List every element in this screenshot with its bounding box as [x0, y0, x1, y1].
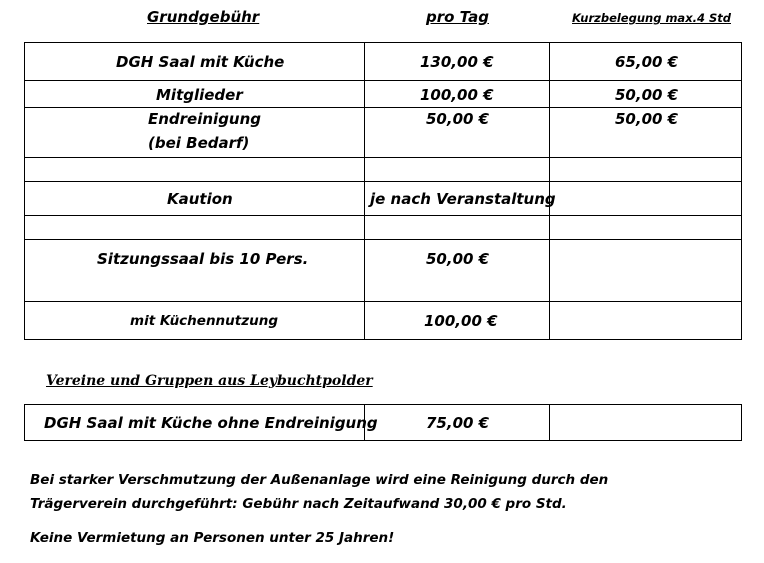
row-day-price: 50,00 € [426, 110, 490, 128]
row-short-price: 65,00 € [615, 53, 679, 71]
fee-table-row-divider [24, 107, 742, 108]
row-day-kaution: je nach Veranstaltung [370, 190, 556, 208]
row-label-sitzungssaal: Sitzungssaal bis 10 Pers. [97, 250, 309, 268]
fee-table-row-divider [24, 80, 742, 81]
row-day-price: 130,00 € [420, 53, 494, 71]
row-label-dgh-ohne-endreinigung: DGH Saal mit Küche ohne Endreinigung [44, 414, 378, 432]
row-day-price: 100,00 € [420, 86, 494, 104]
row-label-kuechennutzung: mit Küchennutzung [130, 313, 278, 329]
vereine-table-col-divider-2 [549, 404, 550, 441]
row-day-price: 100,00 € [424, 312, 498, 330]
row-day-price: 50,00 € [426, 250, 490, 268]
row-label-bei-bedarf: (bei Bedarf) [148, 134, 250, 152]
header-pro-tag: pro Tag [426, 8, 489, 26]
row-label-kaution: Kaution [167, 190, 233, 208]
section-heading-vereine: Vereine und Gruppen aus Leybuchtpolder [46, 373, 373, 389]
fee-table-row-divider [24, 181, 742, 182]
fee-table-col-divider-1 [364, 42, 365, 340]
fee-table-row-divider [24, 301, 742, 302]
note-line-2: Trägerverein durchgeführt: Gebühr nach Zeitaufwand 30,00 € pro Std. [30, 496, 567, 512]
row-label-mitglieder: Mitglieder [156, 86, 243, 104]
row-label-dgh-saal: DGH Saal mit Küche [116, 53, 285, 71]
row-day-price: 75,00 € [426, 414, 490, 432]
fee-table-row-divider [24, 215, 742, 216]
header-kurzbelegung: Kurzbelegung max.4 Std [572, 11, 731, 25]
note-line-1: Bei starker Verschmutzung der Außenanlage wird eine Reinigung durch den [30, 472, 609, 488]
fee-table-row-divider [24, 157, 742, 158]
fee-table-row-divider [24, 239, 742, 240]
note-line-3: Keine Vermietung an Personen unter 25 Jahren! [30, 530, 395, 546]
header-grundgebuehr: Grundgebühr [147, 8, 260, 26]
row-label-endreinigung: Endreinigung [148, 110, 262, 128]
row-short-price: 50,00 € [615, 110, 679, 128]
row-short-price: 50,00 € [615, 86, 679, 104]
